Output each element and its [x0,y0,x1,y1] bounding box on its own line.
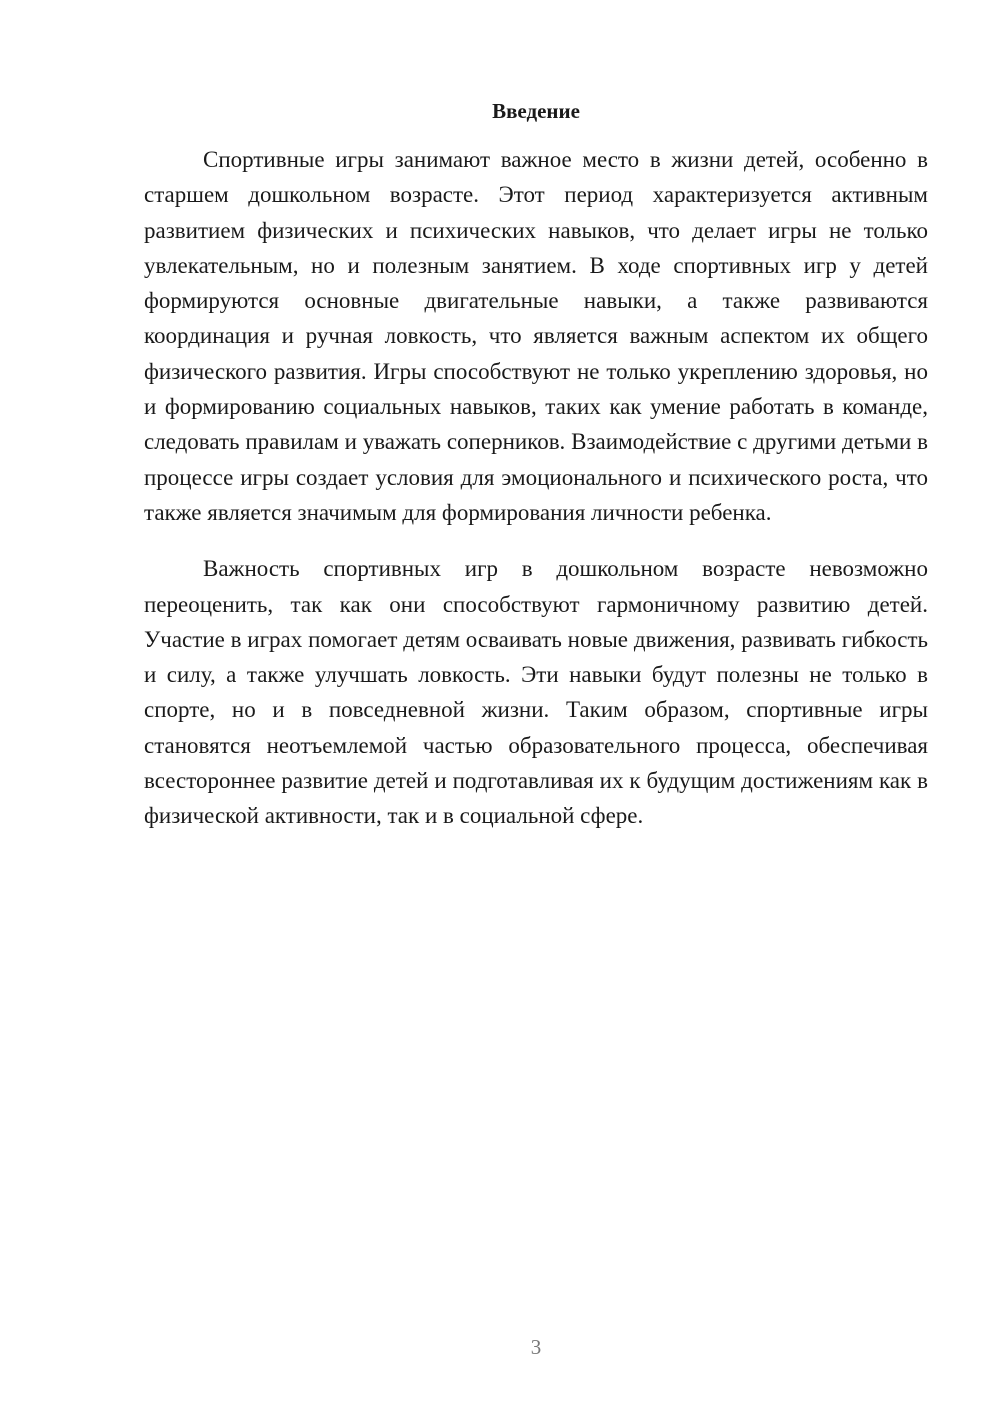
paragraph-2: Важность спортивных игр в дошкольном возрасте невозможно переоценить, так как они способствуют гармоничному развитию детей. Участие в играх помогает детям осваивать новые движения, развивать гибкость и силу, а также улучшать ловкость. Эти навыки будут полезны не только в спорте, но и в повседневной жизни. Таким образом, спортивные игры становятся неотъемлемой частью образовательного процесса, обеспечивая всестороннее развитие детей и подготавливая их к будущим достижениям как в физической активности, так и в социальной сфере. [144,556,928,829]
section-heading: Введение [492,99,580,123]
body-text [144,142,928,834]
page-number: 3 [530,1335,542,1359]
paragraph-1: Спортивные игры занимают важное место в жизни детей, особенно в старшем дошкольном возрасте. Этот период характеризуется активным развитием физических и психических навыков, что делает игры не только увлекательным, но и полезным занятием. В ходе спортивных игр у детей формируются основные двигательные навыки, а также развиваются координация и ручная ловкость, что является важным аспектом их общего физического развития. Игры способствуют не только укреплению здоровья, но и формированию социальных навыков, таких как умение работать в команде, следовать правилам и уважать соперников. Взаимодействие с другими детьми в процессе игры создает условия для эмоционального и психического роста, что также является значимым для формирования личности ребенка. [144,147,928,525]
